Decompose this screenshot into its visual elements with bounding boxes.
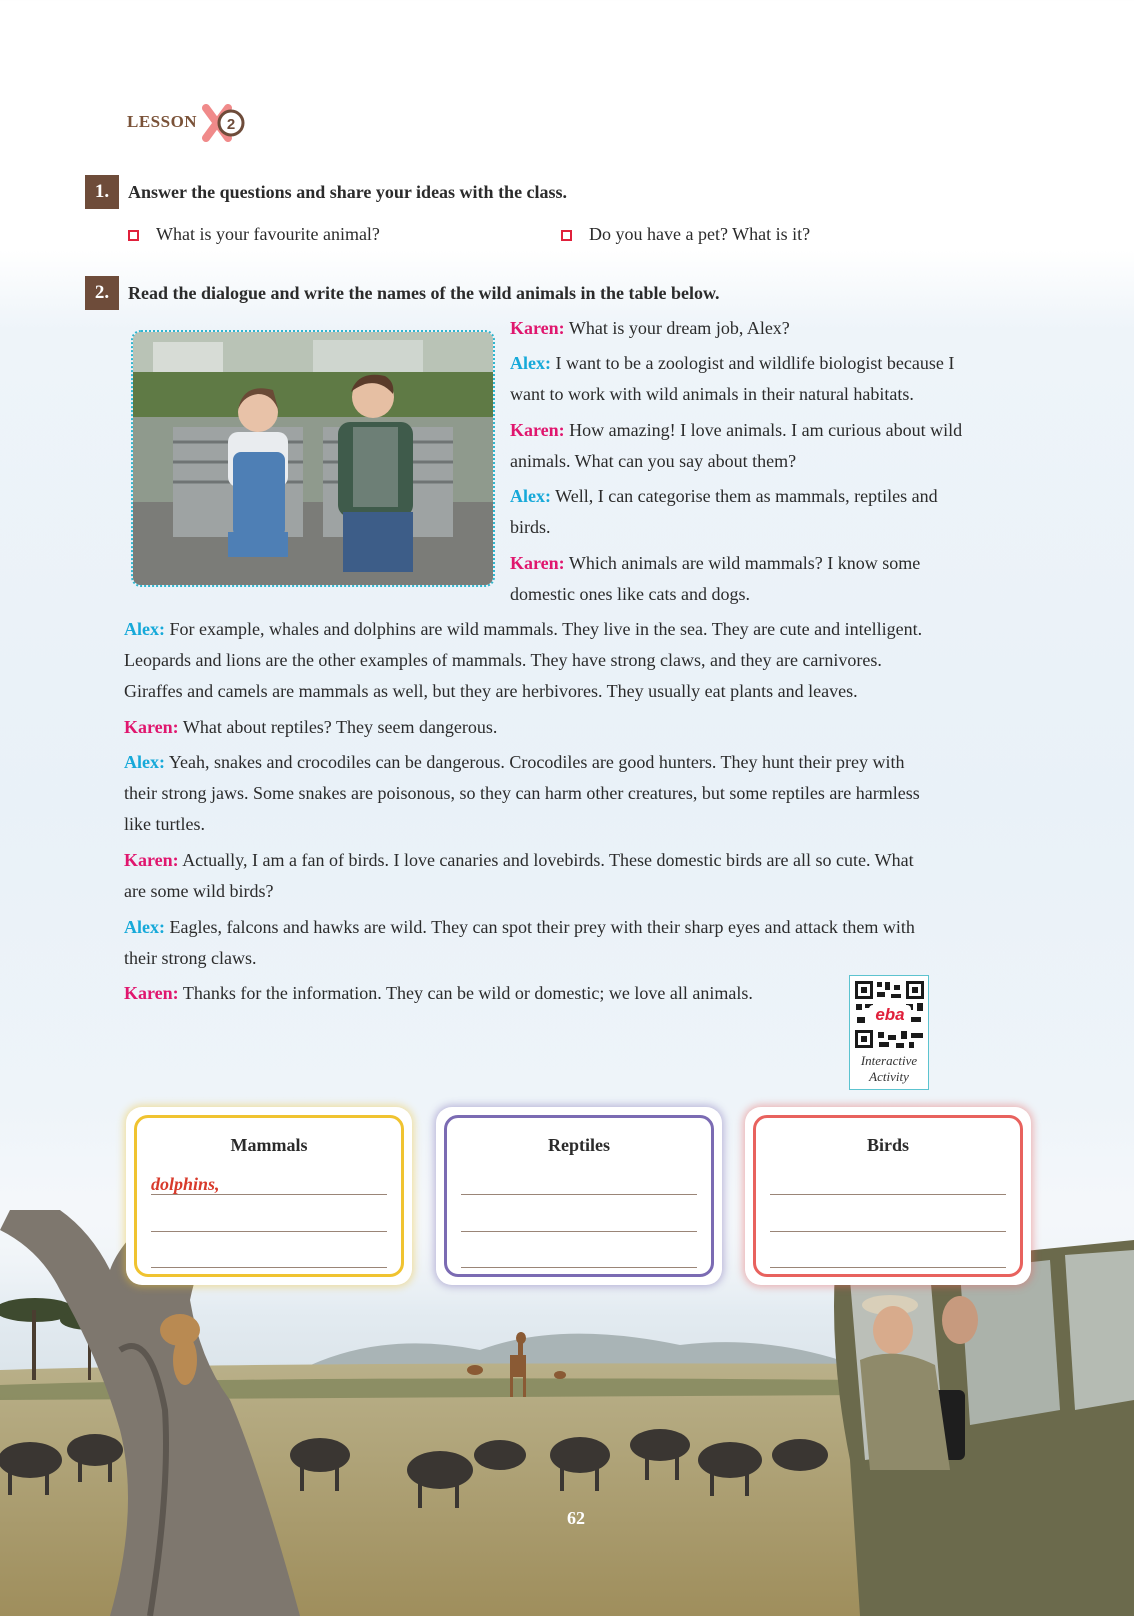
dialogue-line: Karen: Actually, I am a fan of birds. I love canaries and lovebirds. These domestic birds are all so cute. What (124, 850, 914, 870)
mammals-title: Mammals (230, 1135, 308, 1155)
answer-line[interactable] (151, 1267, 387, 1268)
speaker-alex: Alex: (124, 752, 165, 772)
dialogue-line: Karen: What is your dream job, Alex? (510, 318, 790, 338)
qr-caption: Interactive (860, 1053, 918, 1068)
answer-line[interactable] (770, 1267, 1006, 1268)
section-2-instruction: Read the dialogue and write the names of the wild animals in the table below. (128, 283, 720, 303)
dialogue-line: are some wild birds? (124, 881, 274, 901)
dialogue-line: Alex: Yeah, snakes and crocodiles can be dangerous. Crocodiles are good hunters. They hunt their prey with (124, 752, 905, 772)
lesson-label: LESSON (127, 112, 198, 131)
section-1-number: 1. (85, 175, 119, 209)
speaker-alex: Alex: (124, 619, 165, 639)
answer-line[interactable] (151, 1231, 387, 1232)
dialogue-line: like turtles. (124, 814, 205, 834)
qr-caption: Activity (869, 1069, 909, 1084)
lesson-badge-icon (202, 104, 252, 144)
birds-title: Birds (866, 1135, 909, 1155)
reptiles-title: Reptiles (548, 1135, 610, 1155)
dialogue-line: their strong claws. (124, 948, 257, 968)
dialogue-line: Giraffes and camels are mammals as well, but they are herbivores. They usually eat plants and leaves. (124, 681, 858, 701)
dialogue-line: Alex: Eagles, falcons and hawks are wild. They can spot their prey with their sharp eyes and attack them with (124, 917, 915, 937)
dialogue-line: want to work with wild animals in their natural habitats. (510, 384, 914, 404)
speaker-alex: Alex: (124, 917, 165, 937)
mammals-box (126, 1107, 412, 1285)
section-1-instruction: Answer the questions and share your ideas with the class. (128, 182, 568, 202)
answer-line[interactable] (770, 1231, 1006, 1232)
dialogue-line: domestic ones like cats and dogs. (510, 584, 750, 604)
answer-line[interactable] (151, 1194, 387, 1195)
section-2-number: 2. (85, 276, 119, 310)
page-number: 62 (567, 1508, 585, 1528)
speaker-karen: Karen: (510, 420, 565, 440)
dialogue-line: their strong jaws. Some snakes are poisonous, so they can harm other creatures, but some reptiles are harmless (124, 783, 920, 803)
qr-code-icon (851, 977, 928, 1052)
dialogue-line: Karen: Thanks for the information. They can be wild or domestic; we love all animals. (124, 983, 753, 1003)
kids-on-bench-photo (131, 330, 495, 587)
speaker-alex: Alex: (510, 353, 551, 373)
bullet-square-icon (561, 230, 572, 241)
answer-line[interactable] (770, 1194, 1006, 1195)
dialogue-line: Karen: How amazing! I love animals. I am curious about wild (510, 420, 963, 440)
mammals-entry: dolphins, (151, 1174, 220, 1194)
answer-line[interactable] (461, 1267, 697, 1268)
speaker-karen: Karen: (510, 318, 565, 338)
speaker-karen: Karen: (124, 717, 179, 737)
dialogue-line: Karen: What about reptiles? They seem dangerous. (124, 717, 498, 737)
dialogue-line: Alex: Well, I can categorise them as mammals, reptiles and (510, 486, 938, 506)
reptiles-box (436, 1107, 722, 1285)
birds-box (745, 1107, 1031, 1285)
dialogue-line: Karen: Which animals are wild mammals? I know some (510, 553, 921, 573)
svg-text:eba: eba (875, 1005, 905, 1024)
speaker-karen: Karen: (124, 983, 179, 1003)
speaker-karen: Karen: (510, 553, 565, 573)
dialogue-line: Alex: I want to be a zoologist and wildlife biologist because I (510, 353, 955, 373)
dialogue-line: Alex: For example, whales and dolphins are wild mammals. They live in the sea. They are cute and intelligent. (124, 619, 923, 639)
answer-line[interactable] (461, 1231, 697, 1232)
speaker-alex: Alex: (510, 486, 551, 506)
dialogue-line: birds. (510, 517, 551, 537)
interactive-activity-qr[interactable] (849, 975, 929, 1090)
speaker-karen: Karen: (124, 850, 179, 870)
dialogue-line: animals. What can you say about them? (510, 451, 797, 471)
bullet-square-icon (128, 230, 139, 241)
lesson-number: 2 (226, 116, 236, 133)
dialogue-line: Leopards and lions are the other examples of mammals. They have strong claws, and they are carnivores. (124, 650, 882, 670)
answer-line[interactable] (461, 1194, 697, 1195)
